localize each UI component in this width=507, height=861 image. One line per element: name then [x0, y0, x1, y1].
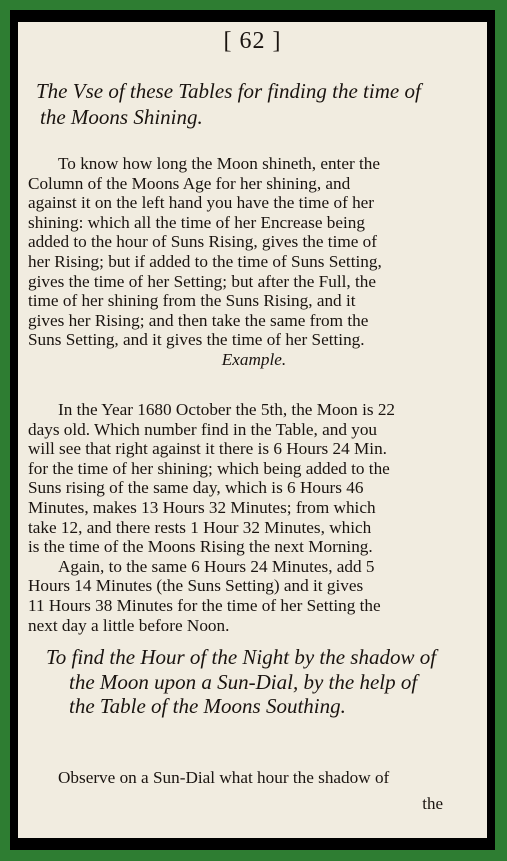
text-line: To know how long the Moon shineth, enter the	[58, 154, 380, 173]
text-line: Minutes, makes 13 Hours 32 Minutes; from which	[28, 497, 376, 517]
catchword: the	[422, 794, 443, 813]
paragraph-observe	[28, 768, 480, 788]
text-line: gives the time of her Setting; but after the Full, the	[28, 271, 376, 291]
heading-line: the Moon upon a Sun-Dial, by the help of	[69, 669, 418, 694]
section-heading-use-of-tables	[36, 78, 476, 130]
text-line: 11 Hours 38 Minutes for the time of her Setting the	[28, 595, 381, 615]
page-number: [ 62 ]	[223, 28, 282, 54]
heading-line: the Table of the Moons Southing.	[69, 694, 346, 718]
text-line: In the Year 1680 October the 5th, the Moon is 22	[58, 400, 396, 419]
text-line: Hours 14 Minutes (the Suns Setting) and it gives	[28, 576, 364, 596]
book-page	[18, 22, 487, 838]
heading-line: The Vse of these Tables for finding the time of	[36, 79, 421, 103]
text-line: Observe on a Sun-Dial what hour the shadow of	[58, 768, 390, 787]
heading-line: the Moons Shining.	[40, 105, 203, 129]
example-label: Example.	[221, 349, 287, 369]
section-heading-hour-of-night	[36, 645, 476, 719]
text-line: shining: which all the time of her Encrease being	[28, 212, 365, 232]
text-line: is the time of the Moons Rising the next Morning.	[28, 537, 373, 557]
text-line: will see that right against it there is 6 Hours 24 Min.	[28, 439, 387, 459]
text-line: gives her Rising; and then take the same from the	[28, 310, 369, 330]
text-line: Suns rising of the same day, which is 6 Hours 46	[28, 478, 364, 498]
paragraph-example	[28, 400, 480, 635]
text-line: time of her shining from the Suns Rising, and it	[28, 291, 356, 311]
text-line: take 12, and there rests 1 Hour 32 Minutes, which	[28, 517, 372, 537]
text-line: Column of the Moons Age for her shining, and	[28, 173, 351, 193]
text-line: Suns Setting, and it gives the time of her Setting.	[28, 330, 365, 350]
text-line: her Rising; but if added to the time of Suns Setting,	[28, 251, 382, 271]
text-line: against it on the left hand you have the time of her	[28, 193, 375, 213]
heading-line: To find the Hour of the Night by the shadow of	[46, 645, 437, 669]
text-line: days old. Which number find in the Table, and you	[28, 419, 378, 439]
paragraph-moon-shining	[28, 154, 480, 370]
text-line: for the time of her shining; which being added to the	[28, 458, 390, 478]
text-line: next day a little before Noon.	[28, 615, 230, 635]
text-line: added to the hour of Suns Rising, gives the time of	[28, 232, 377, 252]
text-line: Again, to the same 6 Hours 24 Minutes, add 5	[58, 556, 375, 576]
